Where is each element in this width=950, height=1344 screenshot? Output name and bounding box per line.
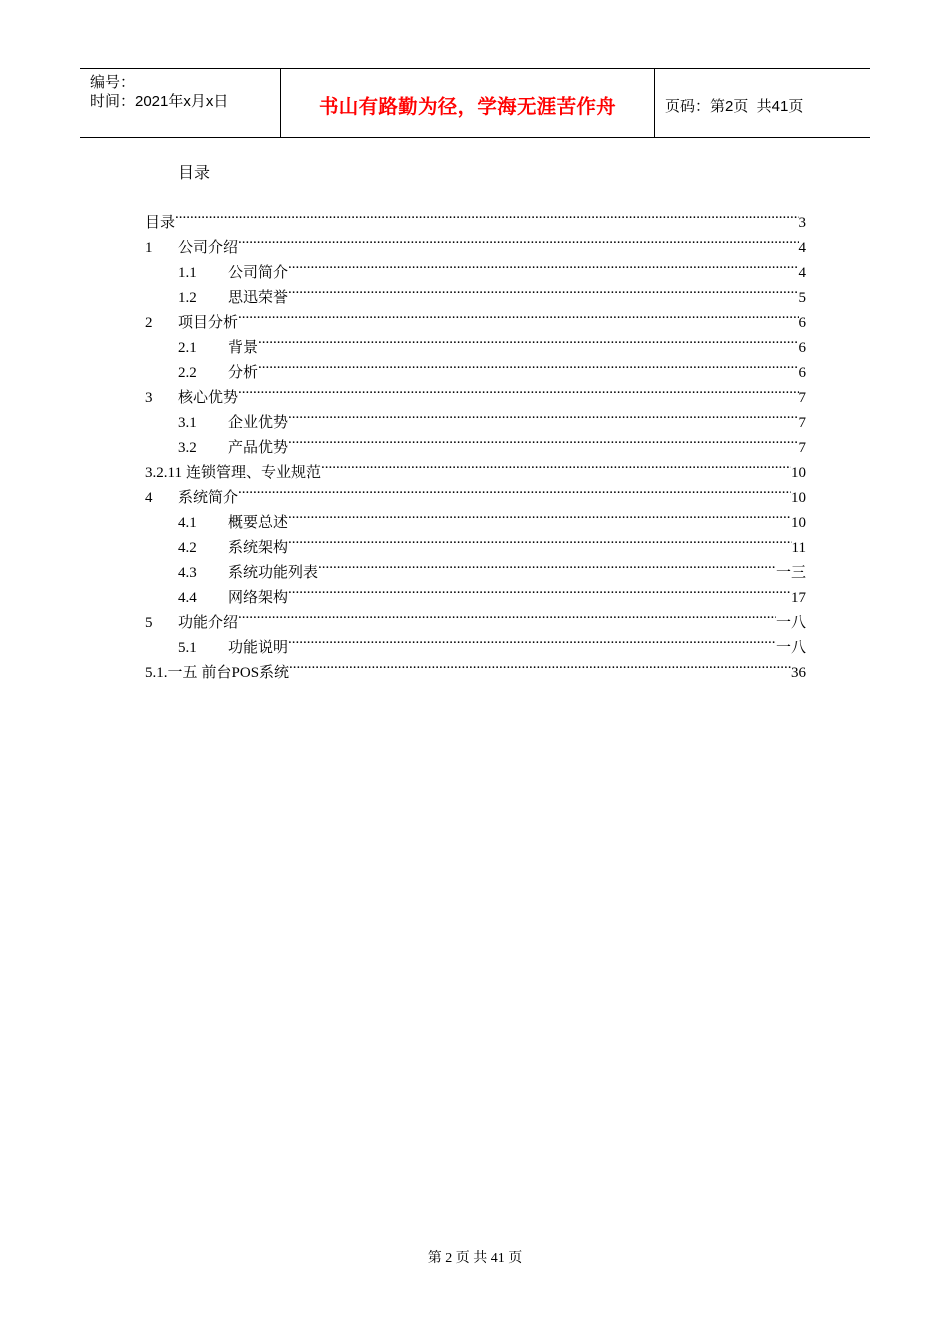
toc-dot-leader — [288, 277, 798, 302]
document-date-label: 时间：2021年x月x日 — [90, 93, 229, 110]
toc-entry-page: 一三 — [775, 565, 806, 581]
toc-entry-title: 企业优势 — [228, 415, 289, 431]
toc-entry-page: 7 — [798, 440, 806, 456]
header-meta — [80, 69, 281, 137]
toc-entry-page: 4 — [798, 265, 806, 281]
toc-entry-title: 背景 — [228, 340, 259, 356]
toc-dot-leader — [238, 377, 798, 402]
toc-entry-number: 2.1 — [178, 340, 197, 356]
toc-entry-title: 分析 — [228, 365, 259, 381]
toc-dot-leader — [318, 552, 776, 577]
toc-entry-page: 7 — [798, 390, 806, 406]
toc-entry-title: 功能介绍 — [178, 615, 239, 631]
toc-entry-title: 项目分析 — [178, 315, 239, 331]
toc-entry-number: 4.4 — [178, 590, 197, 606]
toc-entry-number: 1.1 — [178, 265, 197, 281]
table-of-contents — [145, 202, 806, 681]
toc-dot-leader — [289, 652, 791, 677]
toc-entry-page: 7 — [798, 415, 806, 431]
header-motto: 书山有路勤为径，学海无涯苦作舟 — [281, 69, 655, 137]
toc-dot-leader — [288, 402, 798, 427]
toc-entry-title: 功能说明 — [228, 640, 289, 656]
toc-dot-leader — [288, 627, 776, 652]
toc-entry-number: 4 — [145, 490, 153, 506]
toc-entry-number: 4.2 — [178, 540, 197, 556]
toc-entry[interactable] — [145, 402, 806, 431]
page-footer: 第 2 页 共 41 页 — [427, 1251, 523, 1266]
toc-heading: 目录 — [178, 165, 211, 182]
toc-entry[interactable] — [145, 627, 806, 656]
toc-dot-leader — [288, 502, 791, 527]
toc-entry-number: 3.1 — [178, 415, 197, 431]
toc-entry-number: 4.3 — [178, 565, 197, 581]
toc-entry[interactable] — [145, 377, 806, 406]
toc-dot-leader — [238, 477, 791, 502]
toc-entry-title: 连锁管理、专业规范 — [185, 465, 321, 481]
header-page-info: 页码：第2页 共41页 — [665, 97, 804, 115]
toc-entry-title: 前台POS系统 — [201, 665, 290, 681]
toc-entry-page: 6 — [798, 315, 806, 331]
toc-entry-page: 17 — [791, 590, 806, 606]
toc-entry-title: 网络架构 — [228, 590, 289, 606]
toc-entry-number: 2.2 — [178, 365, 197, 381]
toc-dot-leader — [238, 602, 776, 627]
toc-entry-title: 系统架构 — [228, 540, 289, 556]
toc-entry-number: 1.2 — [178, 290, 197, 306]
toc-entry-page: 6 — [798, 340, 806, 356]
toc-entry-title: 目录 — [145, 215, 176, 231]
toc-entry-title: 概要总述 — [228, 515, 289, 531]
toc-entry-title: 核心优势 — [178, 390, 239, 406]
toc-entry-page: 4 — [798, 240, 806, 256]
toc-dot-leader — [321, 452, 791, 477]
toc-entry-title: 公司简介 — [228, 265, 289, 281]
toc-entry-page: 6 — [798, 365, 806, 381]
toc-dot-leader — [288, 252, 798, 277]
toc-entry-title: 公司介绍 — [178, 240, 239, 256]
toc-entry-page: 10 — [791, 490, 806, 506]
toc-entry[interactable] — [145, 202, 806, 231]
toc-entry[interactable] — [145, 602, 806, 631]
toc-entry-number: 3.2.11 — [145, 465, 182, 481]
toc-dot-leader — [288, 527, 792, 552]
toc-entry[interactable] — [145, 252, 806, 281]
toc-entry-page: 10 — [791, 465, 806, 481]
toc-dot-leader — [238, 227, 798, 252]
page-header — [80, 68, 870, 138]
toc-entry[interactable] — [145, 477, 806, 506]
toc-entry-title: 系统简介 — [178, 490, 239, 506]
toc-entry-number: 5.1.一五 — [145, 665, 198, 681]
toc-entry-page: 11 — [791, 540, 806, 556]
toc-entry[interactable] — [145, 327, 806, 356]
toc-entry-number: 1 — [145, 240, 153, 256]
toc-entry-number: 3 — [145, 390, 153, 406]
toc-dot-leader — [258, 327, 798, 352]
toc-entry-number: 5.1 — [178, 640, 197, 656]
document-number-label: 编号： — [90, 74, 136, 91]
toc-dot-leader — [258, 352, 798, 377]
toc-dot-leader — [238, 302, 798, 327]
toc-entry-title: 思迅荣誉 — [228, 290, 289, 306]
toc-dot-leader — [288, 427, 798, 452]
toc-entry-title: 产品优势 — [228, 440, 289, 456]
toc-dot-leader — [288, 577, 791, 602]
toc-entry-number: 3.2 — [178, 440, 197, 456]
toc-entry-page: 一八 — [775, 615, 806, 631]
toc-entry-page: 5 — [798, 290, 806, 306]
toc-entry-page: 36 — [791, 665, 806, 681]
toc-entry-number: 2 — [145, 315, 153, 331]
toc-entry-page: 3 — [798, 215, 806, 231]
toc-entry[interactable] — [145, 302, 806, 331]
toc-entry-page: 10 — [791, 515, 806, 531]
toc-entry-title: 系统功能列表 — [228, 565, 319, 581]
toc-entry[interactable] — [145, 502, 806, 531]
toc-entry-page: 一八 — [775, 640, 806, 656]
toc-entry[interactable] — [145, 227, 806, 256]
toc-entry-number: 4.1 — [178, 515, 197, 531]
toc-dot-leader — [175, 202, 798, 227]
toc-entry-number: 5 — [145, 615, 153, 631]
